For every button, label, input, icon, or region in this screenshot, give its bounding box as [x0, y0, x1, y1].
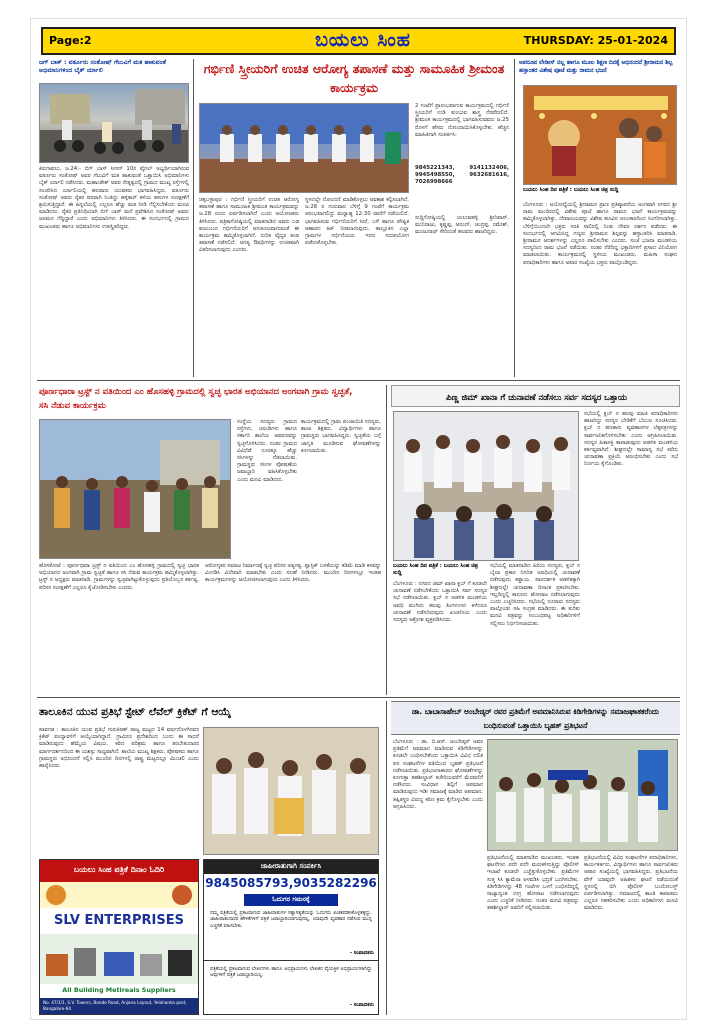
ad-tagline: All Building Metireals Suppliers [62, 986, 176, 994]
ad-company-name: SLV ENTERPRISES [54, 913, 184, 928]
contact-phones: 9845085793,9035282296 [205, 876, 377, 890]
story3-photo [523, 85, 677, 185]
story3-caption: ಬಯಲು ಸಿಂಹ ದಿನ ಪತ್ರಿಕೆ : ಬಯಲು ಸಿಂಹ ಚಿತ್ರ ಸುದ್ದಿ [523, 187, 619, 193]
story2-contacts: 9845221343, 9141132406, 9945498550, 9632681616, 7026998666 [415, 165, 509, 186]
ad-product-strip [40, 934, 198, 984]
story2-photo [199, 103, 409, 193]
story2-body-c: 2 ಗಂಟೆಗೆ ಪ್ರಾರಂಭವಾಗುವ ಕಾರ್ಯಕ್ರಮದಲ್ಲಿ ಗರ್ಭಿಣಿ ಸ್ತ್ರೀಯರಿಗೆ ಉಡಿ ತುಂಬುವ ಶಾಸ್ತ್ರ ನೆರವೇರಲಿದೆ. ಶ್ರೀಮಂತ ಕಾರ್ಯಕ್ರಮದಲ್ಲಿ ಭಾಗವಹಿಸುವವರು ಜ.25 ರೊಳಗೆ ಹೆಸರು ನೋಂದಾಯಿಸಿಕೊಳ್ಳಬೇಕು. ಹೆಚ್ಚಿನ ಮಾಹಿತಿಗಾಗಿ ಸಂಪರ್ಕಿಸಿ: [415, 103, 509, 138]
notice-text-2: ಪತ್ರಿಕೆಯಲ್ಲಿ ಪ್ರಕಟವಾಗುವ ಲೇಖನಗಳು ಹಾಗೂ ಅಭಿಪ್ರಾಯಗಳು ಲೇಖಕರ ವೈಯಕ್ತಿಕ ಅಭಿಪ್ರಾಯಗಳಾಗಿದ್ದು ಅವುಗಳಿಗೆ ಪತ್ರಿಕೆ ಜವಾಬ್ದಾರಿಯಲ್ಲ. [210, 966, 372, 979]
notice-text: ನಮ್ಮ ಪತ್ರಿಕೆಯಲ್ಲಿ ಪ್ರಕಟವಾಗುವ ಜಾಹೀರಾತುಗಳ ಸತ್ಯಾಸತ್ಯತೆಯನ್ನು ಓದುಗರು ಖಚಿತಪಡಿಸಿಕೊಳ್ಳತಕ್ಕದ್ದು. ಜಾಹೀರಾತುದಾರರ ಹೇಳಿಕೆಗಳಿಗೆ ಪತ್ರಿಕೆ ಜವಾಬ್ದಾರಿಯಾಗುವುದಿಲ್ಲ. ಯಾವುದೇ ವ್ಯವಹಾರ ನಡೆಸುವ ಮುನ್ನ ಎಚ್ಚರಿಕೆ ವಹಿಸಬೇಕು. [210, 910, 372, 929]
story7-photo [487, 739, 678, 851]
deity-icon [46, 885, 66, 905]
story5-caption: ಬಯಲು ಸಿಂಹ ದಿನ ಪತ್ರಿಕೆ : ಬಯಲು ಸಿಂಹ ಚಿತ್ರ ಸುದ್ದಿ [393, 563, 478, 576]
story5-headline: ಪಿಣ್ಣ ಜಿಮ್ ಖಾನಾ ಗೆ ಚುನಾವಣೆ ನಡೆಸಲು ಸರ್ವ ಸದಸ್ಯರ ಒತ್ತಾಯ [446, 392, 627, 402]
story4-body-d: ಆರೋಗ್ಯಕರ ಸಮಾಜ ನಿರ್ಮಾಣಕ್ಕೆ ಸ್ವಚ್ಛ ಪರಿಸರ ಅತ್ಯಗತ್ಯ. ಪ್ಲಾಸ್ಟಿಕ್ ಬಳಕೆಯನ್ನು ಕಡಿಮೆ ಮಾಡಿ ಕಸವನ್ನು ವಿಂಗಡಿಸಿ ವಿಲೇವಾರಿ ಮಾಡಬೇಕು ಎಂದು ಸಲಹೆ ನೀಡಿದರು. ಮುಂದಿನ ದಿನಗಳಲ್ಲೂ ಇಂತಹ ಕಾರ್ಯಕ್ರಮಗಳನ್ನು ಆಯೋಜಿಸಲಾಗುವುದು ಎಂದು ತಿಳಿಸಿದರು. [205, 563, 381, 584]
story3-body: ಬೆಂಗಳೂರು : ಅಯೋಧ್ಯೆಯಲ್ಲಿ ಶ್ರೀರಾಮನ ಪ್ರಾಣ ಪ್ರತಿಷ್ಠಾಪನೆಯ ಅಂಗವಾಗಿ ನಗರದ ಶ್ರೀ ರಾಮ ಮಂದಿರದಲ್ಲಿ ವಿಶೇಷ ಪೂಜೆ ಹಾಗೂ ರಾಮನ ಭಜನೆ ಕಾರ್ಯಕ್ರಮವನ್ನು ಹಮ್ಮಿಕೊಳ್ಳಲಾಗಿತ್ತು. ದೇವಾಲಯವನ್ನು ವಿಶೇಷ ಹೂವಿನ ಅಲಂಕಾರದಿಂದ ಸಿಂಗರಿಸಲಾಗಿತ್ತು. ಬೆಳಿಗ್ಗೆಯಿಂದಲೇ ಭಕ್ತರು ಸರತಿ ಸಾಲಿನಲ್ಲಿ ನಿಂತು ದೇವರ ದರ್ಶನ ಪಡೆದರು. ಈ ಸಂದರ್ಭದಲ್ಲಿ ಆಗಮಿಸಿದ್ದ ಗಣ್ಯರು ಶ್ರೀರಾಮನ ಶಿಲ್ಪವನ್ನು ಹಸ್ತಾಂತರಿಸಿ ಮಾತನಾಡಿ, ಶ್ರೀರಾಮನ ಆದರ್ಶಗಳನ್ನು ಎಲ್ಲರೂ ಪಾಲಿಸಬೇಕು ಎಂದರು. ಸಂಜೆ ಭಜನಾ ಮಂಡಳಿಯ ಸದಸ್ಯರಿಂದ ರಾಮ ಭಜನೆ ನಡೆಯಿತು. ನಂತರ ನೆರೆದಿದ್ದ ಭಕ್ತಾದಿಗಳಿಗೆ ಪ್ರಸಾದ ವಿನಿಯೋಗ ಮಾಡಲಾಯಿತು. ಕಾರ್ಯಕ್ರಮದಲ್ಲಿ ಸ್ಥಳೀಯ ಮುಖಂಡರು, ಮಹಿಳಾ ಸಂಘದ ಪದಾಧಿಕಾರಿಗಳು ಹಾಗೂ ಅಪಾರ ಸಂಖ್ಯೆಯ ಭಕ್ತರು ಪಾಲ್ಗೊಂಡಿದ್ದರು. [523, 202, 677, 266]
newspaper-title: ಬಯಲು ಸಿಂಹ [315, 29, 411, 51]
ad-banner-text: ಬಯಲು ಸಿಂಹ ಪತ್ರಿಕೆ ದಿನಾಂ ಓದಿರಿ [73, 865, 165, 874]
story7-headline-band [391, 701, 680, 735]
deity-icon [172, 885, 192, 905]
notice-title-strip [244, 894, 338, 906]
story2-body-d: ಸುದ್ದಿಗೋಷ್ಠಿಯಲ್ಲಿ ಯಲುವಹಳ್ಳಿ ಶ್ರೀನಿವಾಸ್, ಮುನಿರಾಜು, ಕೃಷ್ಣಪ್ಪ, ಆನಂದ್, ಚಂದ್ರಪ್ಪ, ರಮೇಶ್, ಮಂಜುನಾಥ್ ಸೇರಿದಂತೆ ಹಲವರು ಹಾಜರಿದ್ದರು. [415, 215, 509, 236]
section-divider [37, 697, 680, 698]
section-divider [37, 380, 680, 381]
story5-body-a: ಬೆಂಗಳೂರು : ನಗರದ ಜಿಮ್ ಖಾನಾ ಕ್ಲಬ್ ಗೆ ಕೂಡಲೇ ಚುನಾವಣೆ ನಡೆಸಬೇಕೆಂದು ಒತ್ತಾಯಿಸಿ ಸರ್ವ ಸದಸ್ಯರ ಸಭೆ ನಡೆಸಲಾಯಿತು. ಕ್ಲಬ್ ನ ಆಡಳಿತ ಮಂಡಳಿಯ ಅವಧಿ ಮುಗಿದು ಹಲವು ತಿಂಗಳುಗಳು ಕಳೆದರೂ ಚುನಾವಣೆ ನಡೆಸದಿರುವುದು ಖಂಡನೀಯ ಎಂದು ಸದಸ್ಯರು ಆಕ್ರೋಶ ವ್ಯಕ್ತಪಡಿಸಿದರು. [393, 581, 487, 624]
story4-headline: ಪೂರ್ಣಧಾರಾ ಟ್ರಸ್ಟ್ ನ ವತಿಯಿಂದ ಎಂ ಹೊಸಹಳ್ಳಿ ಗ್ರಾಮದಲ್ಲಿ ಸ್ವಚ್ಛ ಭಾರತ ಅಭಿಯಾನದ ಅಂಗವಾಗಿ ಗ್ರಾಮ ಸ್ವಚ್ಛತೆ, ಸಸಿ ನೆಡುವ ಕಾರ್ಯಕ್ರಮ [39, 387, 353, 411]
column-divider [386, 385, 387, 695]
story5-body-c: ಸಭೆಯಲ್ಲಿ ಕ್ಲಬ್ ನ ಹಲವು ಮಾಜಿ ಪದಾಧಿಕಾರಿಗಳು ಹಾಜರಿದ್ದು ಸದಸ್ಯರ ಬೇಡಿಕೆಗೆ ಬೆಂಬಲ ಸೂಚಿಸಿದರು. ಕ್ಲಬ್ ನ ಹಣಕಾಸು ವ್ಯವಹಾರಗಳ ಲೆಕ್ಕಪತ್ರಗಳನ್ನು ಸಾರ್ವಜನಿಕಗೊಳಿಸಬೇಕು ಎಂದು ಆಗ್ರಹಿಸಲಾಯಿತು. ಸದಸ್ಯರ ಹಿತಾಸಕ್ತಿ ಕಾಪಾಡುವುದು ಆಡಳಿತ ಮಂಡಳಿಯ ಕರ್ತವ್ಯವಾಗಿದೆ. ಶೀಘ್ರದಲ್ಲೇ ಸಾಮಾನ್ಯ ಸಭೆ ಕರೆದು ಚುನಾವಣಾ ಪ್ರಕ್ರಿಯೆ ಆರಂಭಿಸಬೇಕು ಎಂದು ಸಭೆ ನಿರ್ಣಯ ಕೈಗೊಂಡಿತು. [584, 411, 678, 468]
ad-address: No. 47/1/1, S.V. Towers, Bande Road, Anjana Layout, Yelahanka post, Bangalore-64 [43, 1000, 187, 1011]
press-meet-illustration [200, 104, 409, 193]
story6-headline: ತಾಲೂಕಿನ ಯುವ ಪ್ರತಿಭೆ ಸ್ಟೇಟ್ ಲೆವೆಲ್ ಕ್ರಿಕೆಟ್ ಗೆ ಆಯ್ಕೆ [39, 706, 231, 718]
story6-body: ಪಾವಗಡ : ತಾಲೂಕಿನ ಯುವ ಪ್ರತಿಭೆ ಗುರುಕಿರಣ್ ರಾಜ್ಯ ಮಟ್ಟದ 14 ವರ್ಷದೊಳಗಿನವರ ಕ್ರಿಕೆಟ್ ಪಂದ್ಯಾವಳಿಗೆ ಆಯ್ಕೆಯಾಗಿದ್ದಾನೆ. ಗ್ರಾಮೀಣ ಪ್ರದೇಶದಿಂದ ಬಂದು ಈ ಸಾಧನೆ ಮಾಡಿರುವುದು ಹೆಮ್ಮೆಯ ವಿಷಯ. ಕಠಿಣ ಪರಿಶ್ರಮ ಹಾಗೂ ತರಬೇತುದಾರರ ಮಾರ್ಗದರ್ಶನದಿಂದ ಈ ಯಶಸ್ಸು ಸಾಧ್ಯವಾಗಿದೆ. ಶಾಲೆಯ ಮುಖ್ಯ ಶಿಕ್ಷಕರು, ಪೋಷಕರು ಹಾಗೂ ಗ್ರಾಮಸ್ಥರು ಅಭಿನಂದನೆ ಸಲ್ಲಿಸಿ ಮುಂದಿನ ದಿನಗಳಲ್ಲಿ ರಾಷ್ಟ್ರ ಮಟ್ಟದಲ್ಲೂ ಮಿಂಚಲಿ ಎಂದು ಹಾರೈಸಿದರು. [39, 727, 199, 770]
story5-headline-band [391, 385, 680, 407]
story7-body-b: ಪ್ರತಿಭಟನೆಯಲ್ಲಿ ಮಾತನಾಡಿದ ಮುಖಂಡರು, ಇಂತಹ ಘಟನೆಗಳು ಪದೇ ಪದೇ ಮರುಕಳಿಸುತ್ತಿದ್ದು ಪೊಲೀಸ್ ಇಲಾಖೆ ಕೂಡಲೇ ಎಚ್ಚೆತ್ತುಕೊಳ್ಳಬೇಕು. ಪ್ರತಿಮೆಗಳ ಸುತ್ತ ಸಿಸಿ ಕ್ಯಾಮೆರಾ ಅಳವಡಿಸಿ ಭದ್ರತೆ ಒದಗಿಸಬೇಕು. ಕಿಡಿಗೇಡಿಗಳನ್ನು 48 ಗಂಟೆಗಳ ಒಳಗೆ ಬಂಧಿಸದಿದ್ದಲ್ಲಿ ರಾಜ್ಯಾದ್ಯಂತ ಉಗ್ರ ಹೋರಾಟ ನಡೆಸಲಾಗುವುದು ಎಂದು ಎಚ್ಚರಿಕೆ ನೀಡಿದರು. ನಂತರ ಮನವಿ ಪತ್ರವನ್ನು ತಹಶೀಲ್ದಾರ್ ಅವರಿಗೆ ಸಲ್ಲಿಸಲಾಯಿತು. [487, 855, 579, 912]
story1-photo [39, 83, 189, 163]
story4-body-a: ಹೊಸಕೋಟೆ : ಪೂರ್ಣಧಾರಾ ಟ್ರಸ್ಟ್ ನ ವತಿಯಿಂದ ಎಂ ಹೊಸಹಳ್ಳಿ ಗ್ರಾಮದಲ್ಲಿ ಸ್ವಚ್ಛ ಭಾರತ ಅಭಿಯಾನದ ಅಂಗವಾಗಿ ಗ್ರಾಮ ಸ್ವಚ್ಛತೆ ಹಾಗೂ ಸಸಿ ನೆಡುವ ಕಾರ್ಯಕ್ರಮ ಹಮ್ಮಿಕೊಳ್ಳಲಾಗಿತ್ತು. ಟ್ರಸ್ಟ್ ನ ಅಧ್ಯಕ್ಷರು ಮಾತನಾಡಿ, ಗ್ರಾಮಗಳನ್ನು ಸ್ವಚ್ಛವಾಗಿಟ್ಟುಕೊಳ್ಳುವುದು ಪ್ರತಿಯೊಬ್ಬರ ಕರ್ತವ್ಯ. ಪರಿಸರ ಸಂರಕ್ಷಣೆಗೆ ಎಲ್ಲರೂ ಕೈಜೋಡಿಸಬೇಕು ಎಂದರು. [39, 563, 199, 591]
ad-address-strip [40, 998, 198, 1014]
ad-header-strip [40, 882, 198, 908]
ad-banner [40, 860, 198, 882]
classified-contact-box [203, 859, 379, 1015]
felicitation-illustration [204, 728, 379, 855]
story1-body: ಕಿರುಗಾವಲು, ಜ.24:- ಬಿಗ್ ಬಾಸ್ ಸೀಸನ್ 10ರ ಫೈನಲ್ ಅಭ್ಯರ್ಥಿಯಾಗಿರುವ ವರ್ತೂರು ಸಂತೋಷ್ ಅವರ ಗೆಲುವಿಗೆ ಮತ ಹಾಕುವಂತೆ ಒತ್ತಾಯಿಸಿ ಅಭಿಮಾನಿಗಳು ಬೈಕ್ ರ್ಯಾಲಿ ನಡೆಸಿದರು. ಮಹಾಂತೇಶ್ ಅವರ ನೇತೃತ್ವದಲ್ಲಿ ಗ್ರಾಮದ ಮುಖ್ಯ ರಸ್ತೆಗಳಲ್ಲಿ ಸಂಚರಿಸಿದ ರ್ಯಾಲಿಯಲ್ಲಿ ಹಲವಾರು ಯುವಕರು ಭಾಗವಹಿಸಿದ್ದರು. ವರ್ತೂರು ಸಂತೋಷ್ ಅವರು ರೈತರ ಪರವಾಗಿ ನಿಂತಿದ್ದು ಹಳ್ಳಿಕಾರ್ ತಳಿಯ ಹಸುಗಳ ಸಂರಕ್ಷಣೆಗೆ ಶ್ರಮಿಸುತ್ತಿದ್ದಾರೆ. ಈ ಹಿನ್ನಲೆಯಲ್ಲಿ ಎಲ್ಲರೂ ಹೆಚ್ಚು ಮತ ನೀಡಿ ಗೆಲ್ಲಿಸಬೇಕೆಂದು ಮನವಿ ಮಾಡಿದರು. ರೈತರ ಪ್ರತಿನಿಧಿಯಾಗಿ ಬಿಗ್ ಬಾಸ್ ಮನೆ ಪ್ರವೇಶಿಸಿದ ಸಂತೋಷ್ ಅವರು ಜನಮನ ಗೆದ್ದಿದ್ದಾರೆ ಎಂದು ಅಭಿಮಾನಿಗಳು ತಿಳಿಸಿದರು. ಈ ಸಂದರ್ಭದಲ್ಲಿ ಗ್ರಾಮದ ಮುಖಂಡರು ಹಾಗೂ ಅಭಿಮಾನಿಗಳು ಉಪಸ್ಥಿತರಿದ್ದರು. [39, 166, 189, 230]
page-number: Page:2 [49, 34, 92, 47]
story2-body-b: ಸ್ಥಳದಲ್ಲೇ ನೋಂದಣಿ ಮಾಡಿಕೊಳ್ಳಲು ಅವಕಾಶ ಕಲ್ಪಿಸಲಾಗಿದೆ. ಜ.28 ರ ಗುರುವಾರ ಬೆಳಿಗ್ಗೆ 9 ಗಂಟೆಗೆ ಕಾರ್ಯಕ್ರಮ ಆರಂಭವಾಗಲಿದ್ದು ಮಧ್ಯಾಹ್ನ 12:30 ರವರೆಗೆ ನಡೆಯಲಿದೆ. ಭಾಗವಹಿಸುವ ಗರ್ಭಿಣಿಯರಿಗೆ ಸೀರೆ, ಬಳೆ ಹಾಗೂ ಪೌಷ್ಟಿಕ ಆಹಾರದ ಕಿಟ್ ನೀಡಲಾಗುವುದು. ತಾಲ್ಲೂಕಿನ ಎಲ್ಲಾ ಗ್ರಾಮಗಳ ಗರ್ಭಿಣಿಯರು ಇದರ ಸದುಪಯೋಗ ಪಡೆದುಕೊಳ್ಳಬೇಕು. [305, 197, 409, 247]
contact-title-strip [204, 860, 378, 874]
story5-photo [393, 411, 579, 561]
contact-title: ಜಾಹೀರಾತುಗಾಗಿ ಸಂಪರ್ಕಿಸಿ [260, 862, 322, 870]
story2-headline: ಗರ್ಭಿಣಿ ಸ್ತ್ರೀಯರಿಗೆ ಉಚಿತ ಆರೋಗ್ಯ ತಪಾಸಣೆ ಮತ್ತು ಸಾಮೂಹಿಕ ಶ್ರೀಮಂತ ಕಾರ್ಯಕ್ರಮ [203, 61, 505, 95]
notice-signature-2: - ಸಂಪಾದಕರು [349, 1002, 374, 1008]
story7-body-c: ಪ್ರತಿಭಟನೆಯಲ್ಲಿ ವಿವಿಧ ಸಂಘಟನೆಗಳ ಪದಾಧಿಕಾರಿಗಳು, ಕಾರ್ಯಕರ್ತರು, ವಿದ್ಯಾರ್ಥಿಗಳು ಹಾಗೂ ಸಾರ್ವಜನಿಕರು ಅಪಾರ ಸಂಖ್ಯೆಯಲ್ಲಿ ಭಾಗವಹಿಸಿದ್ದರು. ಪ್ರತಿಭಟನೆಯ ವೇಳೆ ಯಾವುದೇ ಅಹಿತಕರ ಘಟನೆ ನಡೆಯದಂತೆ ಸ್ಥಳದಲ್ಲಿ ಬಿಗಿ ಪೊಲೀಸ್ ಬಂದೋಬಸ್ತ್ ಏರ್ಪಡಿಸಲಾಗಿತ್ತು. ಸಮಾಜದಲ್ಲಿ ಶಾಂತಿ ಕಾಪಾಡಲು ಎಲ್ಲರೂ ಸಹಕರಿಸಬೇಕು ಎಂದು ಅಧಿಕಾರಿಗಳು ಮನವಿ ಮಾಡಿದರು. [584, 855, 678, 912]
column-divider [386, 701, 387, 1015]
building-materials-icon [40, 934, 198, 984]
story5-body-b: ಸಭೆಯಲ್ಲಿ ಮಾತನಾಡಿದ ಹಿರಿಯ ಸದಸ್ಯರು, ಕ್ಲಬ್ ನ ಬೈಲಾ ಪ್ರಕಾರ ನಿಗದಿತ ಅವಧಿಯಲ್ಲಿ ಚುನಾವಣೆ ನಡೆಸುವುದು ಕಡ್ಡಾಯ. ಪಾರದರ್ಶಕ ಆಡಳಿತಕ್ಕಾಗಿ ಶೀಘ್ರದಲ್ಲೇ ಚುನಾವಣಾ ದಿನಾಂಕ ಪ್ರಕಟಿಸಬೇಕು. ಇಲ್ಲದಿದ್ದಲ್ಲಿ ಕಾನೂನು ಹೋರಾಟ ನಡೆಸಲಾಗುವುದು ಎಂದು ಎಚ್ಚರಿಸಿದರು. ಸಭೆಯಲ್ಲಿ ನೂರಾರು ಸದಸ್ಯರು ಪಾಲ್ಗೊಂಡು ಸಹಿ ಸಂಗ್ರಹ ಮಾಡಿದರು. ಈ ಕುರಿತು ಮನವಿ ಪತ್ರವನ್ನು ಸಂಬಂಧಪಟ್ಟ ಅಧಿಕಾರಿಗಳಿಗೆ ಸಲ್ಲಿಸಲು ನಿರ್ಧರಿಸಲಾಯಿತು. [490, 563, 580, 627]
newspaper-page [30, 18, 687, 1020]
column-divider [514, 59, 515, 377]
column-divider [193, 59, 194, 377]
story2-body-a: ಚಿಕ್ಕಬಳ್ಳಾಪುರ : ಗರ್ಭಿಣಿ ಸ್ತ್ರೀಯರಿಗೆ ಉಚಿತ ಆರೋಗ್ಯ ತಪಾಸಣೆ ಹಾಗೂ ಸಾಮೂಹಿಕ ಶ್ರೀಮಂತ ಕಾರ್ಯಕ್ರಮವನ್ನು ಜ.28 ರಂದು ಏರ್ಪಡಿಸಲಾಗಿದೆ ಎಂದು ಆಯೋಜಕರು ತಿಳಿಸಿದರು. ಪತ್ರಿಕಾಗೋಷ್ಠಿಯಲ್ಲಿ ಮಾತನಾಡಿದ ಅವರು ಬಡ ಕುಟುಂಬದ ಗರ್ಭಿಣಿಯರಿಗೆ ಅನುಕೂಲವಾಗುವಂತೆ ಈ ಕಾರ್ಯಕ್ರಮ ಹಮ್ಮಿಕೊಳ್ಳಲಾಗಿದೆ. ನುರಿತ ವೈದ್ಯರ ತಂಡ ತಪಾಸಣೆ ನಡೆಸಲಿದೆ. ಅಗತ್ಯ ಔಷಧಿಗಳನ್ನು ಉಚಿತವಾಗಿ ವಿತರಿಸಲಾಗುವುದು ಎಂದರು. [199, 197, 299, 254]
notice-divider [204, 960, 378, 961]
cleanliness-drive-illustration [40, 420, 231, 559]
story6-photo [203, 727, 379, 855]
story7-body-a: ಬೆಂಗಳೂರು : ಡಾ. ಬಿ.ಆರ್. ಅಂಬೇಡ್ಕರ್ ಅವರ ಪ್ರತಿಮೆಗೆ ಅವಮಾನ ಮಾಡಿರುವ ಕಿಡಿಗೇಡಿಗಳನ್ನು ಕೂಡಲೇ ಬಂಧಿಸಬೇಕೆಂದು ಒತ್ತಾಯಿಸಿ ವಿವಿಧ ದಲಿತ ಪರ ಸಂಘಟನೆಗಳ ವತಿಯಿಂದ ಬೃಹತ್ ಪ್ರತಿಭಟನೆ ನಡೆಸಲಾಯಿತು. ಪ್ರತಿಭಟನಾಕಾರರು ಘೋಷಣೆಗಳನ್ನು ಕೂಗುತ್ತಾ ತಹಶೀಲ್ದಾರ್ ಕಚೇರಿಯವರೆಗೆ ಮೆರವಣಿಗೆ ನಡೆಸಿದರು. ಸಂವಿಧಾನ ಶಿಲ್ಪಿಗೆ ಅಪಮಾನ ಮಾಡಿರುವುದು ಇಡೀ ಸಮಾಜಕ್ಕೆ ಮಾಡಿದ ಅಪಮಾನ. ತಪ್ಪಿತಸ್ಥರ ವಿರುದ್ಧ ಕಠಿಣ ಕ್ರಮ ಕೈಗೊಳ್ಳಬೇಕು ಎಂದು ಆಗ್ರಹಿಸಿದರು. [393, 739, 483, 810]
story3-headline: ಅಪರೂಪ ಲೇಡೀಸ್ ನಲ್ಲ ಹಾಗೂ ಮೂಲ ಶಿಕ್ಷಣ ದಿನಕ್ಕೆ ಅಭಿನಂದನೆ ಶ್ರೀರಾಮನ ಶಿಲ್ಪ ಹಸ್ತಾಂತರ ವಿಶೇಷ ಪೂಜೆ ಮತ್ತು ರಾಮನ ಭಜನೆ [519, 60, 673, 74]
story1-headline: ಜಗ್ ಬಾಕ್ : ವರ್ತೂರು ಸಂತೋಷ್ ಗೆಲುವಿಗೆ ಮತ ಹಾಕುವಂತೆ ಅಭಿಮಾನಿಗಳಿಂದ ಬೈಕ್ ರ್ಯಾಲಿ [39, 59, 166, 74]
story4-body-c: ಕಾರ್ಯಕ್ರಮದಲ್ಲಿ ಗ್ರಾಮ ಪಂಚಾಯಿತಿ ಸದಸ್ಯರು, ಶಾಲಾ ಶಿಕ್ಷಕರು, ವಿದ್ಯಾರ್ಥಿಗಳು ಹಾಗೂ ಗ್ರಾಮಸ್ಥರು ಭಾಗವಹಿಸಿದ್ದರು. ಸ್ವಚ್ಛತೆಯ ಬಗ್ಗೆ ಜಾಗೃತಿ ಮೂಡಿಸುವ ಘೋಷಣೆಗಳನ್ನು ಕೂಗಲಾಯಿತು. [301, 419, 381, 454]
notice-subtitle: ಓದುಗರ ಗಮನಕ್ಕೆ [272, 895, 310, 903]
meeting-illustration [394, 412, 579, 561]
notice-signature: - ಸಂಪಾದಕರು [349, 950, 374, 956]
slv-enterprises-ad [39, 859, 199, 1015]
issue-date: THURSDAY: 25-01-2024 [523, 34, 668, 47]
story4-body-b: ಸಂಸ್ಥೆಯ ಸದಸ್ಯರು ಗ್ರಾಮದ ರಸ್ತೆಗಳು, ಚರಂಡಿಗಳು ಹಾಗೂ ಸರ್ಕಾರಿ ಶಾಲೆಯ ಆವರಣವನ್ನು ಸ್ವಚ್ಛಗೊಳಿಸಿದರು. ನಂತರ ಗ್ರಾಮದ ವಿವಿಧೆಡೆ ನೂರಕ್ಕೂ ಹೆಚ್ಚು ಸಸಿಗಳನ್ನು ನೆಡಲಾಯಿತು. ಗ್ರಾಮಸ್ಥರು ಸಸಿಗಳ ಪೋಷಣೆಯ ಜವಾಬ್ದಾರಿ ವಹಿಸಿಕೊಳ್ಳಬೇಕು ಎಂದು ಮನವಿ ಮಾಡಿದರು. [237, 419, 297, 483]
temple-puja-illustration [524, 86, 677, 185]
protest-illustration [488, 740, 678, 851]
story4-photo [39, 419, 231, 559]
bike-rally-illustration [40, 84, 189, 163]
story7-headline: ಡಾ. ಬಾಬಾಸಾಹೇಬ್ ಅಂಬೇಡ್ಕರ್ ರವರ ಪ್ರತಿಮೆಗೆ ಅವಮಾನಿಸಿರುವ ಕಿಡಿಗೇಡಿಗಳನ್ನು ಸಮಾಜಘಾತಕರೆಂದು ಬಂಧಿಸುವಂತೆ ಒತ್ತಾಯಿಸಿ ಬೃಹತ್ ಪ್ರತಿಭಟನೆ [412, 707, 659, 730]
masthead [41, 27, 676, 55]
